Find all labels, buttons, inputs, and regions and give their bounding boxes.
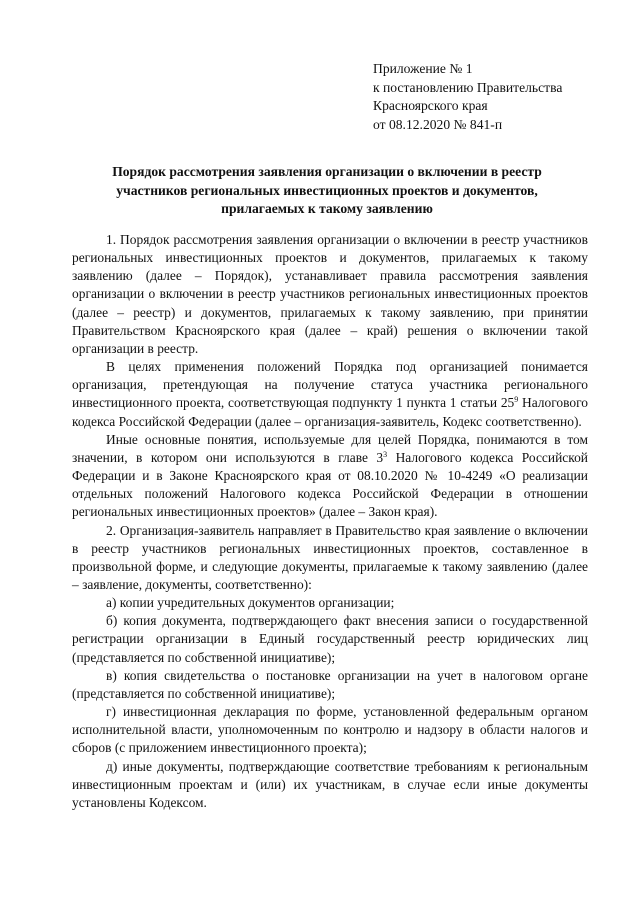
- article-superscript: 9: [514, 395, 519, 405]
- appendix-region-line: Красноярского края: [373, 98, 488, 114]
- paragraph-1: 1. Порядок рассмотрения заявления организации о включении в реестр участников региональных инвестиционных проектов и документов, прилагаемых к такому заявлению (далее – Порядок), устанавливает правила рассмотрения заявления организации о включении в реестр участников региональных инвестиционных проектов (далее – реестр) и документов, прилагаемых к такому заявлению, при принятии Правительством Красноярского края (далее – край) решения о включении такой организации в реестр.: [72, 232, 588, 356]
- appendix-resolution-line: к постановлению Правительства: [373, 79, 563, 95]
- list-item-e: д) иные документы, подтверждающие соответствие требованиям к региональным инвестиционным проектам и (или) их участникам, в случае если иные документы установлены Кодексом.: [72, 758, 588, 810]
- list-item-b: б) копия документа, подтверждающего факт внесения записи о государственной регистрации организации в Единый государственный реестр юридических лиц (представляется по собственной инициативе);: [72, 613, 588, 665]
- paragraph-3-text-b: Налогового кодекса Российской Федерации и в Законе Красноярского края от 08.10.2020 № 10-4249 «О реализации отдельных положений Налогового кодекса Российской Федерации в отношении региональных инвестиционных проектов» (далее – Закон края).: [72, 449, 589, 520]
- appendix-number: Приложение № 1: [373, 61, 473, 76]
- paragraph-2-text-a: В целях применения положений Порядка под организацией понимается организация, претендующая на получение статуса участника регионального инвестиционного проекта, соответствующая подпункту 1 пункта 1 статьи 25: [72, 359, 588, 411]
- paragraph-other-concepts: [72, 431, 588, 522]
- paragraph-2: 2. Организация-заявитель направляет в Правительство края заявление о включении в реестр участников региональных инвестиционных проектов, составленное в произвольной форме, и следующие документы, прилагаемые к такому заявлению (далее – заявление, документы, соответственно):: [72, 522, 588, 592]
- list-item-a: а) копии учредительных документов организации;: [106, 595, 395, 611]
- list-item-c: в) копия свидетельства о постановке организации на учет в налоговом органе (представляется по собственной инициативе);: [72, 667, 588, 701]
- paragraph-organization-definition: [72, 358, 588, 431]
- document-title: [72, 163, 582, 219]
- title-line-1: Порядок рассмотрения заявления организации о включении в реестр: [112, 164, 542, 179]
- appendix-reference: [373, 60, 562, 134]
- list-item-d: г) инвестиционная декларация по форме, установленной федеральным органом исполнительной власти, уполномоченным по контролю и надзору в области налогов и сборов (с приложением инвестиционного проекта);: [72, 704, 588, 756]
- title-line-2: участников региональных инвестиционных проектов и документов,: [116, 182, 538, 198]
- appendix-date-number: от 08.12.2020 № 841-п: [373, 116, 503, 132]
- paragraph-2-text-b: Налогового кодекса Российской Федерации (далее – организация-заявитель, Кодекс соответственно).: [72, 395, 588, 429]
- title-line-3: прилагаемых к такому заявлению: [221, 201, 433, 217]
- chapter-superscript: 3: [383, 449, 388, 459]
- document-body: [72, 231, 588, 812]
- paragraph-3-text-a: Иные основные понятия, используемые для целей Порядка, понимаются в том значении, в котором они используются в главе 3: [72, 431, 588, 465]
